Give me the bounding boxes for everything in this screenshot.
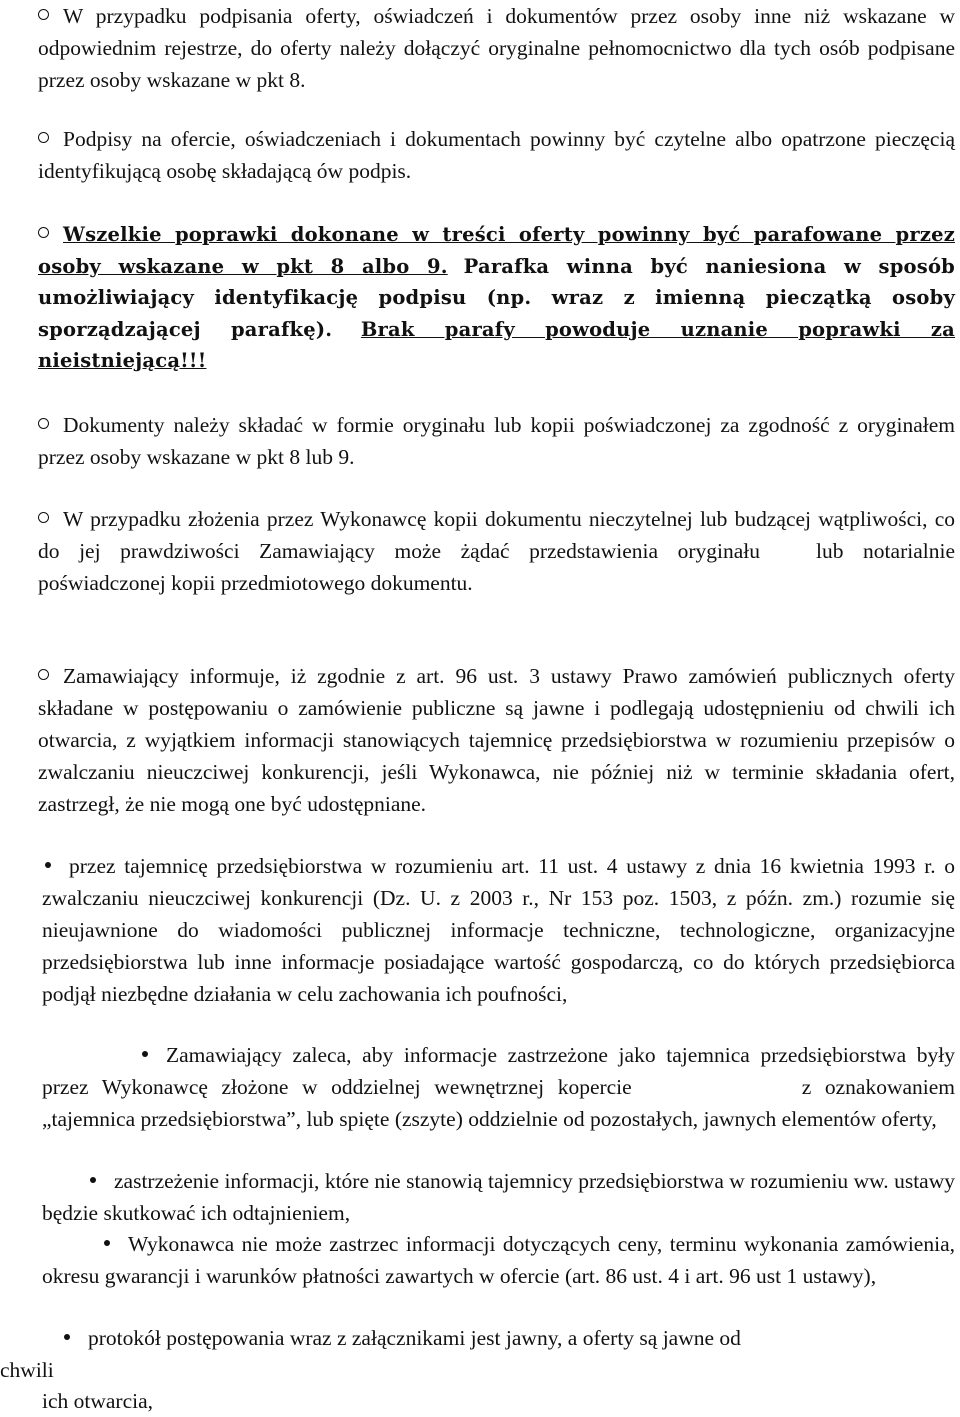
bullet-circle-icon [38,227,49,238]
paragraph-power-of-attorney: W przypadku podpisania oferty, oświadczeń i dokumentów przez osoby inne niż wskazane w odpowiednim rejestrze, do oferty należy dołączyć oryginalne pełnomocnictwo dla tych osób podpisane przez osoby wskazane w pkt 8. [38,4,955,92]
bullet-circle-icon [38,132,49,143]
paragraph-signatures: Podpisy na ofercie, oświadczeniach i dokumentach powinny być czytelne albo opatrzone pieczęcią identyfikującą osobę składającą ów podpis. [38,127,955,183]
bullet-price-terms: Wykonawca nie może zastrzec informacji dotyczących ceny, terminu wykonania zamówienia, okresu gwarancji i warunków płatności zawartych w ofercie (art. 86 ust. 4 i art. 96 ust 1 ustawy), [42,1232,955,1288]
bullet-trade-secret-definition: przez tajemnicę przedsiębiorstwa w rozumieniu art. 11 ust. 4 ustawy z dnia 16 kwietnia 1993 r. o zwalczaniu nieuczciwej konkurencji (Dz. U. z 2003 r., Nr 153 poz. 1503, z późn. zm.) rozumie się nieujawnione do wiadomości publicznej informacje techniczne, technologiczne, organizacyjne przedsiębiorstwa lub inne informacje posiadające wartość gospodarczą, co do których przedsiębiorca podjął niezbędne działania w celu zachowania ich poufności, [42,854,955,1006]
bullet-separate-envelope: Zamawiający zaleca, aby informacje zastrzeżone jako tajemnica przedsiębiorstwa były przez Wykonawcę złożone w oddzielnej wewnętrznej kopercie z oznakowaniem „tajemnica przedsiębiorstwa”, lub spięte (zszyte) oddzielnie od pozostałych, jawnych elementów oferty, [42,1043,956,1131]
corrections-text: Wszelkie poprawki dokonane w treści oferty powinny być parafowane przez osoby wskazane w pkt 8 albo 9. [38,223,955,278]
bullet-dot-icon [45,862,51,868]
line-chwili: chwili [0,1358,54,1382]
bullet-circle-icon [38,9,49,20]
bullet-protocol-public: protokół postępowania wraz z załącznikami jest jawny, a oferty są jawne od [42,1322,955,1354]
bullet-circle-icon [38,512,49,523]
paragraph-corrections [38,219,955,377]
no-initials-warning: Brak parafy powoduje uznanie poprawki za nieistniejącą!!! [38,317,956,372]
paragraph-illegible-copy: W przypadku złożenia przez Wykonawcę kopii dokumentu nieczytelnej lub budzącej wątpliwości, co do jej prawdziwości Zamawiający może żądać przedstawienia oryginału lub notarialnie poświadczonej kopii przedmiotowego dokumentu. [38,507,955,595]
line-ich-otwarcia: ich otwarcia, [42,1389,154,1413]
bullet-dot-icon [104,1240,110,1246]
paragraph-public-offers: Zamawiający informuje, iż zgodnie z art. 96 ust. 3 ustawy Prawo zamówień publicznych oferty składane w postępowaniu o zamówienie publiczne są jawne i podlegają udostępnieniu od chwili ich otwarcia, z wyjątkiem informacji stanowiących tajemnicę przedsiębiorstwa w rozumieniu przepisów o zwalczaniu nieuczciwej konkurencji, jeśli Wykonawca, nie później niż w terminie składania ofert, zastrzegł, że nie mogą one być udostępniane. [38,664,955,816]
bullet-dot-icon [64,1334,70,1340]
bullet-dot-icon [142,1051,148,1057]
bullet-dot-icon [90,1177,96,1183]
initials-text: Parafka winna być naniesiona w sposób umożliwiający identyfikację podpisu (np. wraz z imienną pieczątką osoby sporządzającej parafkę). [38,254,955,341]
paragraph-documents-form: Dokumenty należy składać w formie oryginału lub kopii poświadczonej za zgodność z oryginałem przez osoby wskazane w pkt 8 lub 9. [38,413,955,469]
bullet-disclosure: zastrzeżenie informacji, które nie stanowią tajemnicy przedsiębiorstwa w rozumieniu ww. ustawy będzie skutkować ich odtajnieniem, [42,1169,955,1225]
bullet-circle-icon [38,418,49,429]
bullet-circle-icon [38,669,49,680]
